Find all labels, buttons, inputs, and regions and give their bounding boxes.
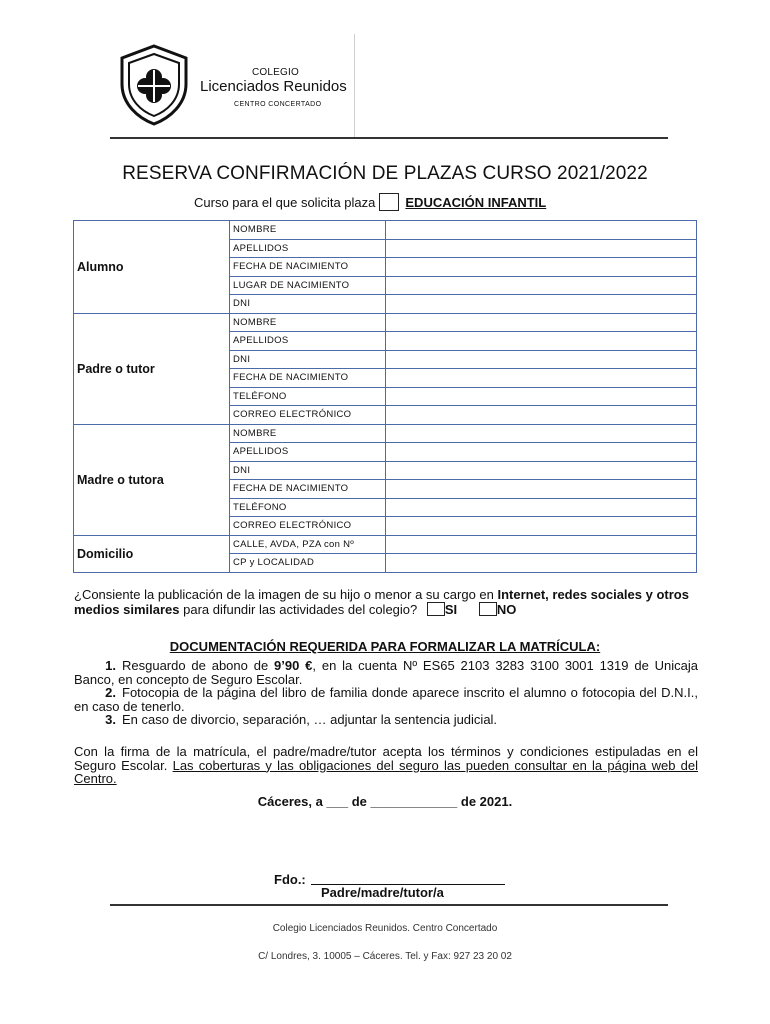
item-text: Resguardo de abono de (122, 658, 275, 673)
logo-small-text: COLEGIO (252, 67, 299, 78)
header-rule (110, 137, 668, 139)
field-label: NOMBRE (230, 313, 386, 332)
field-input[interactable] (386, 387, 697, 406)
signature-label: Fdo.: (274, 872, 306, 887)
consent-bold: Internet, redes sociales y otros medios similares (74, 587, 689, 617)
course-option: EDUCACIÓN INFANTIL (405, 194, 547, 210)
consent-text-2: para difundir las actividades del colegio? (179, 602, 418, 617)
field-input[interactable] (386, 313, 697, 332)
documentation-list (74, 659, 698, 727)
field-label: CP y LOCALIDAD (230, 554, 386, 573)
page-title: RESERVA CONFIRMACIÓN DE PLAZAS CURSO 2021/2022 (122, 163, 648, 184)
date-line: Cáceres, a ___ de ____________ de 2021. (257, 794, 513, 809)
section-label: Padre o tutor (74, 313, 230, 424)
field-label: APELLIDOS (230, 443, 386, 462)
item-number: 3. (105, 712, 116, 727)
footer-rule (110, 904, 668, 906)
field-input[interactable] (386, 369, 697, 388)
header-divider (354, 34, 355, 138)
field-input[interactable] (386, 424, 697, 443)
item-text: Fotocopia de la página del libro de familia donde aparece inscrito el alumno o fotocopia del D.N.I., en caso de tenerlo. (74, 685, 698, 714)
form-row (74, 535, 697, 554)
list-item (74, 686, 698, 713)
field-label: LUGAR DE NACIMIENTO (230, 276, 386, 295)
form-row (74, 424, 697, 443)
item-amount: 9’90 € (274, 658, 313, 673)
list-item (74, 659, 698, 686)
field-label: TELÉFONO (230, 387, 386, 406)
logo-sub-text: CENTRO CONCERTADO (234, 101, 322, 108)
field-input[interactable] (386, 258, 697, 277)
field-input[interactable] (386, 443, 697, 462)
registration-table (73, 220, 697, 573)
consent-no-checkbox[interactable] (479, 602, 497, 616)
field-label: DNI (230, 350, 386, 369)
field-label: TELÉFONO (230, 498, 386, 517)
section-label: Alumno (74, 221, 230, 314)
field-input[interactable] (386, 461, 697, 480)
field-label: DNI (230, 461, 386, 480)
form-row (74, 221, 697, 240)
field-label: FECHA DE NACIMIENTO (230, 480, 386, 499)
course-line (194, 193, 546, 211)
field-label: FECHA DE NACIMIENTO (230, 258, 386, 277)
field-input[interactable] (386, 535, 697, 554)
field-input[interactable] (386, 239, 697, 258)
field-input[interactable] (386, 480, 697, 499)
field-input[interactable] (386, 332, 697, 351)
footer-line-1: Colegio Licenciados Reunidos. Centro Concertado (272, 923, 498, 934)
field-label: DNI (230, 295, 386, 314)
school-logo (118, 44, 190, 126)
field-label: CORREO ELECTRÓNICO (230, 406, 386, 425)
terms-link[interactable]: Las coberturas y las obligaciones del seguro las pueden consultar en la página web del Centro. (74, 757, 698, 786)
section-label: Madre o tutora (74, 424, 230, 535)
item-number: 1. (105, 658, 116, 673)
field-input[interactable] (386, 221, 697, 240)
terms-text: Con la firma de la matrícula, el padre/madre/tutor acepta los términos y condiciones estipuladas en el Seguro Escolar. (74, 744, 698, 773)
signature-sub: Padre/madre/tutor/a (321, 885, 444, 900)
field-input[interactable] (386, 406, 697, 425)
section-label: Domicilio (74, 535, 230, 572)
field-input[interactable] (386, 276, 697, 295)
field-label: FECHA DE NACIMIENTO (230, 369, 386, 388)
field-label: CALLE, AVDA, PZA con Nº (230, 535, 386, 554)
field-label: NOMBRE (230, 221, 386, 240)
field-label: CORREO ELECTRÓNICO (230, 517, 386, 536)
field-input[interactable] (386, 350, 697, 369)
consent-no-label: NO (496, 602, 517, 617)
field-input[interactable] (386, 517, 697, 536)
item-text-post: , en la cuenta Nº ES65 2103 3283 3100 3001 1319 de Unicaja Banco, en concepto de Seguro Escolar. (74, 658, 698, 687)
course-label: Curso para el que solicita plaza (194, 194, 376, 210)
logo-name-text: Licenciados Reunidos (200, 78, 347, 95)
item-text: En caso de divorcio, separación, … adjuntar la sentencia judicial. (122, 712, 498, 727)
field-label: APELLIDOS (230, 332, 386, 351)
field-input[interactable] (386, 554, 697, 573)
list-item (74, 713, 698, 727)
image-consent (74, 588, 698, 617)
item-number: 2. (105, 685, 116, 700)
field-label: NOMBRE (230, 424, 386, 443)
documentation-title: DOCUMENTACIÓN REQUERIDA PARA FORMALIZAR LA MATRÍCULA: (169, 639, 601, 654)
field-input[interactable] (386, 498, 697, 517)
footer-line-2: C/ Londres, 3. 10005 – Cáceres. Tel. y Fax: 927 23 20 02 (258, 951, 512, 962)
form-row (74, 313, 697, 332)
field-label: APELLIDOS (230, 239, 386, 258)
terms-paragraph (74, 745, 698, 786)
field-input[interactable] (386, 295, 697, 314)
course-checkbox[interactable] (379, 193, 399, 211)
consent-text-1: ¿Consiente la publicación de la imagen de su hijo o menor a su cargo en (74, 587, 498, 602)
consent-yes-checkbox[interactable] (427, 602, 445, 616)
consent-yes-label: SI (444, 602, 458, 617)
shield-icon (118, 44, 190, 126)
